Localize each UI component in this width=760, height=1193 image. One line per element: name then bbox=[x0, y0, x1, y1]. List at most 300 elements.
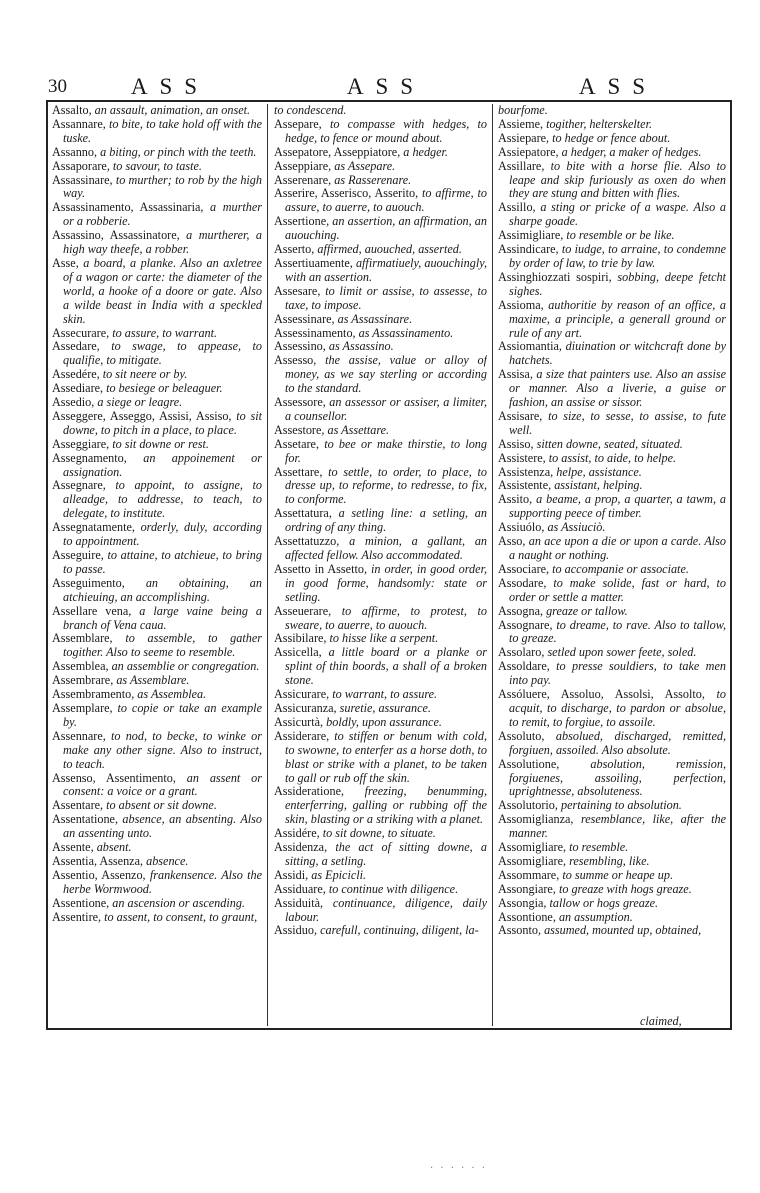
entry-definition: to summe or heape up. bbox=[562, 867, 673, 882]
entry-definition: affirmed, auouched, asserted. bbox=[317, 242, 462, 257]
column-divider-1 bbox=[267, 104, 268, 1026]
entry-headword: Assegnatamente, bbox=[52, 520, 141, 535]
entry-headword: Assenso, Assentimento, bbox=[52, 770, 187, 785]
dictionary-entry bbox=[498, 841, 726, 855]
entry-definition: an ace upon a die or upon a carde. Also a naught or nothing. bbox=[509, 534, 726, 562]
entry-definition: to make solide, fast or hard, to order or settle a matter. bbox=[509, 575, 726, 604]
column-2 bbox=[274, 104, 487, 1026]
entry-headword: Assellare vena, bbox=[52, 603, 140, 618]
dictionary-entry bbox=[274, 702, 487, 716]
dictionary-entry bbox=[498, 340, 726, 368]
entry-headword: Assommare, bbox=[498, 867, 563, 882]
dictionary-entry bbox=[52, 368, 262, 382]
dictionary-entry bbox=[498, 911, 726, 925]
entry-headword: Assetare, bbox=[274, 436, 325, 451]
column-divider-2 bbox=[492, 104, 493, 1026]
dictionary-entry bbox=[52, 813, 262, 841]
dictionary-entry bbox=[498, 563, 726, 577]
entry-definition: to presse souldiers, to take men into pay. bbox=[509, 659, 726, 688]
entry-definition: a setling line: a setling, an ordring of any thing. bbox=[285, 506, 487, 535]
entry-headword: Assente, bbox=[52, 840, 97, 855]
entry-headword: Assomigliare, bbox=[498, 840, 570, 855]
entry-definition: the act of sitting downe, a sitting, a setling. bbox=[285, 840, 487, 868]
entry-definition: resemblance, like, after the manner. bbox=[509, 812, 726, 841]
dictionary-entry bbox=[52, 577, 262, 605]
entry-definition: to size, to sesse, to assise, to fute well. bbox=[509, 408, 726, 437]
entry-headword: Assontione, bbox=[498, 909, 559, 924]
entry-definition: to attaine, to atchieue, to bring to passe. bbox=[63, 548, 262, 576]
entry-headword: Assertione, bbox=[274, 214, 333, 229]
entry-definition: a board, a planke. Also an axletree of a wagon or carte: the diameter of the world, a hooke of a doore or gate. Also a wilde beast in India with a speckled skin. bbox=[63, 255, 262, 326]
dictionary-entry bbox=[274, 924, 487, 938]
entry-definition: to acquit, to discharge, to pardon or absolue, to remit, to forgiue, to assoile. bbox=[509, 687, 726, 729]
dictionary-entry bbox=[274, 563, 487, 605]
dictionary-entry bbox=[274, 215, 487, 243]
entry-definition: as Assassinamento. bbox=[358, 325, 454, 340]
dictionary-entry bbox=[498, 118, 726, 132]
entry-definition: to copie or take an example by. bbox=[63, 700, 262, 729]
entry-headword: Assentio, Assenzo, bbox=[52, 867, 150, 882]
entry-headword: Assogna, bbox=[498, 603, 547, 618]
dictionary-entry bbox=[52, 688, 262, 702]
dictionary-entry bbox=[274, 424, 487, 438]
entry-definition: to absent or sit downe. bbox=[106, 798, 217, 813]
dictionary-entry bbox=[274, 535, 487, 563]
entry-definition: as Epicicli. bbox=[311, 867, 367, 882]
entry-definition: continuance, diligence, daily labour. bbox=[285, 895, 487, 924]
dictionary-entry bbox=[274, 243, 487, 257]
entry-headword: Assideratione, bbox=[274, 784, 365, 799]
dictionary-entry bbox=[498, 146, 726, 160]
dictionary-entry bbox=[498, 869, 726, 883]
dictionary-entry bbox=[498, 897, 726, 911]
dictionary-entry bbox=[498, 577, 726, 605]
entry-definition: to resemble. bbox=[569, 840, 629, 855]
bottom-rule bbox=[46, 1028, 732, 1030]
dictionary-entry bbox=[274, 466, 487, 508]
running-head-left: ASS bbox=[130, 74, 210, 99]
dictionary-entry bbox=[498, 452, 726, 466]
dictionary-entry bbox=[498, 813, 726, 841]
dictionary-entry bbox=[52, 174, 262, 202]
dictionary-entry bbox=[498, 730, 726, 758]
entry-definition: absent. bbox=[96, 840, 132, 855]
dictionary-entry bbox=[52, 201, 262, 229]
entry-definition: an assumption. bbox=[558, 909, 633, 924]
entry-definition: to bite, to take hold off with the tuske. bbox=[63, 116, 262, 145]
entry-definition: resembling, like. bbox=[569, 853, 650, 868]
entry-headword: Assessinare, bbox=[274, 311, 338, 326]
dictionary-entry bbox=[274, 396, 487, 424]
entry-headword: Assoluto, bbox=[498, 728, 556, 743]
entry-headword: Assesso, bbox=[274, 353, 326, 368]
entry-definition: to murther; to rob by the high way. bbox=[63, 172, 262, 201]
dictionary-entry bbox=[52, 605, 262, 633]
entry-headword: Assiomantia, bbox=[498, 339, 566, 354]
entry-headword: Assolutione, bbox=[498, 756, 591, 771]
entry-headword: Assegnare, bbox=[52, 478, 116, 493]
entry-definition: absence. bbox=[146, 853, 189, 868]
entry-headword: Assongiare, bbox=[498, 881, 559, 896]
dictionary-entry bbox=[52, 438, 262, 452]
dictionary-entry bbox=[52, 521, 262, 549]
entry-headword: Assongia, bbox=[498, 895, 550, 910]
dictionary-entry bbox=[52, 549, 262, 577]
entry-definition: greaze or tallow. bbox=[546, 603, 628, 618]
entry-definition: to sit neere or by. bbox=[102, 367, 188, 382]
entry-definition: to sit downe or rest. bbox=[112, 436, 209, 451]
entry-definition: sobbing, deepe fetcht sighes. bbox=[509, 269, 726, 298]
entry-headword: Assiepare, bbox=[498, 130, 553, 145]
entry-definition: an assertion, an affirmation, an auouching. bbox=[285, 214, 487, 243]
entry-definition: absence, an absenting. Also an assenting unto. bbox=[63, 812, 262, 841]
entry-headword: Asseguire, bbox=[52, 548, 108, 562]
entry-headword: Assassinamento, Assassinaria, bbox=[52, 200, 211, 215]
entry-headword: Assoldare, bbox=[498, 659, 557, 674]
dictionary-entry bbox=[498, 521, 726, 535]
dictionary-entry bbox=[52, 660, 262, 674]
entry-definition: to limit or assise, to assesse, to taxe, to impose. bbox=[285, 283, 487, 312]
dictionary-entry bbox=[274, 716, 487, 730]
entry-headword: Assistente, bbox=[498, 478, 555, 493]
entry-headword: Assomigliare, bbox=[498, 853, 570, 868]
dictionary-entry bbox=[274, 730, 487, 786]
entry-definition: absolution, remission, forgiuenes, assoiling, perfection, uprightnesse, absoluteness. bbox=[509, 756, 726, 799]
dictionary-entry bbox=[274, 438, 487, 466]
entry-definition: to affirme, to protest, to sweare, to auerre, to auouch. bbox=[285, 603, 487, 632]
entry-headword: Assicurtà, bbox=[274, 714, 327, 729]
entry-headword: Asseuerare, bbox=[274, 603, 342, 618]
dictionary-entry bbox=[52, 799, 262, 813]
right-frame-rule bbox=[730, 100, 732, 1028]
entry-definition: an assent or consent: a voice or a grant. bbox=[63, 770, 262, 799]
dictionary-entry bbox=[52, 257, 262, 327]
entry-definition: to dreame, to rave. Also to tallow, to greaze. bbox=[509, 617, 726, 646]
entry-definition: orderly, duly, according to appointment. bbox=[63, 520, 262, 549]
dictionary-entry bbox=[274, 118, 487, 146]
entry-headword: Assanno, bbox=[52, 144, 101, 159]
dictionary-entry bbox=[498, 299, 726, 341]
catchword: claimed, bbox=[640, 1014, 682, 1028]
entry-headword: Assolutorio, bbox=[498, 798, 561, 813]
entry-headword: Assepare, bbox=[274, 116, 330, 131]
entry-definition: to besiege or beleaguer. bbox=[106, 381, 223, 396]
dictionary-entry bbox=[274, 646, 487, 688]
entry-headword: Assindicare, bbox=[498, 242, 562, 257]
entry-definition: to bite with a horse flie. Also to leape and skip furiously as oxen do when they are stung and bitten with flies. bbox=[509, 158, 726, 201]
entry-definition: an appoinement or assignation. bbox=[63, 450, 262, 479]
entry-definition: an obtaining, an atchieuing, an accomplishing. bbox=[63, 575, 262, 604]
dictionary-entry bbox=[498, 660, 726, 688]
entry-definition: the assise, value or alloy of money, as we say sterling or according to the standard. bbox=[285, 353, 487, 396]
entry-definition: a little board or a planke or splint of thin boords, a shall of a broken stone. bbox=[285, 645, 487, 688]
entry-definition: to resemble or be like. bbox=[566, 228, 675, 243]
dictionary-entry bbox=[498, 243, 726, 271]
entry-definition: a hedger. bbox=[403, 144, 448, 159]
entry-headword: Asseggere, Asseggo, Assisi, Assiso, bbox=[52, 408, 237, 423]
entry-definition: as Assassinare. bbox=[337, 311, 413, 326]
dictionary-entry bbox=[274, 507, 487, 535]
dictionary-entry bbox=[274, 257, 487, 285]
entry-definition: to savour, to taste. bbox=[112, 158, 202, 173]
entry-headword: Assettare, bbox=[274, 464, 329, 479]
column-3 bbox=[498, 104, 726, 1026]
entry-definition: a hedger, a maker of hedges. bbox=[561, 144, 702, 159]
entry-headword: Asserire, Asserisco, Asserito, bbox=[274, 186, 423, 201]
entry-definition: a murtherer, a high way theefe, a robber. bbox=[63, 228, 262, 257]
dictionary-entry bbox=[498, 646, 726, 660]
entry-headword: Assiepatore, bbox=[498, 144, 562, 159]
entry-headword: Assediare, bbox=[52, 381, 107, 396]
entry-definition: in order, in good order, in good forme, handsomly: state or setling. bbox=[285, 561, 487, 604]
page-header bbox=[48, 74, 728, 100]
dictionary-entry bbox=[52, 229, 262, 257]
page-number: 30 bbox=[48, 76, 67, 97]
entry-definition: an assessor or assiser, a limiter, a counsellor. bbox=[285, 395, 487, 423]
entry-headword: Assentare, bbox=[52, 798, 107, 813]
dictionary-entry bbox=[274, 313, 487, 327]
entry-definition: to nod, to becke, to winke or make any other signe. Also to instruct, to teach. bbox=[63, 728, 262, 771]
entry-headword: Assognare, bbox=[498, 617, 557, 632]
entry-headword: Assedare, bbox=[52, 339, 112, 354]
dictionary-entry bbox=[498, 104, 726, 118]
entry-headword: Assaporare, bbox=[52, 158, 113, 173]
dictionary-entry bbox=[52, 911, 262, 925]
entry-definition: freezing, benumming, enterferring, galling or rubbing off the skin, blasting or a striking with a planet. bbox=[285, 784, 487, 827]
dictionary-entry bbox=[498, 438, 726, 452]
entry-headword: Assóluere, Assoluo, Assolsi, Assolto, bbox=[498, 687, 717, 702]
entry-headword: Assiduo, bbox=[274, 923, 321, 938]
dictionary-entry bbox=[274, 883, 487, 897]
entry-definition: affirmatiuely, auouchingly, with an assertion. bbox=[285, 255, 487, 284]
left-frame-rule bbox=[46, 100, 48, 1028]
entry-headword: Assesare, bbox=[274, 283, 326, 298]
entry-headword: Assicella, bbox=[274, 645, 329, 660]
entry-definition: to sit downe, to situate. bbox=[322, 826, 436, 841]
entry-definition: assumed, mounted up, obtained, bbox=[544, 923, 702, 938]
entry-definition: as Assepare. bbox=[334, 158, 396, 173]
entry-definition: as Assemblare. bbox=[116, 673, 190, 688]
dictionary-entry bbox=[498, 271, 726, 299]
entry-headword: Asse, bbox=[52, 255, 84, 270]
entry-headword: Asso, bbox=[498, 534, 529, 549]
entry-definition: to sit downe, to pitch in a place, to place. bbox=[63, 408, 262, 437]
dictionary-entry bbox=[498, 160, 726, 202]
entry-definition: to swage, to appease, to qualifie, to mitigate. bbox=[63, 339, 262, 368]
entry-headword: Assioma, bbox=[498, 297, 549, 312]
dictionary-entry bbox=[52, 772, 262, 800]
entry-headword: Asseppiare, bbox=[274, 158, 335, 173]
dictionary-entry bbox=[498, 855, 726, 869]
dictionary-entry bbox=[274, 354, 487, 396]
dictionary-entry bbox=[498, 688, 726, 730]
entry-headword: Assentia, Assenza, bbox=[52, 853, 147, 868]
dictionary-entry bbox=[52, 160, 262, 174]
entry-definition: a murther or a robberie. bbox=[63, 200, 262, 229]
entry-definition: sitten downe, seated, situated. bbox=[536, 436, 683, 451]
entry-headword: Assassino, Assassinatore, bbox=[52, 228, 187, 243]
dictionary-entry bbox=[274, 688, 487, 702]
dictionary-entry bbox=[274, 174, 487, 188]
dictionary-entry bbox=[52, 327, 262, 341]
entry-headword: Assepatore, Asseppiatore, bbox=[274, 144, 404, 159]
dictionary-entry bbox=[52, 841, 262, 855]
dictionary-entry bbox=[274, 187, 487, 215]
entry-definition: an ascension or ascending. bbox=[112, 895, 245, 910]
dictionary-entry bbox=[498, 466, 726, 480]
dictionary-entry bbox=[52, 382, 262, 396]
dictionary-entry bbox=[498, 535, 726, 563]
dictionary-entry bbox=[274, 104, 487, 118]
entry-definition: to greaze with hogs greaze. bbox=[558, 881, 692, 896]
entry-headword: Assegnamento, bbox=[52, 450, 144, 465]
entry-definition: boldly, upon assurance. bbox=[326, 714, 442, 729]
entry-headword: Asseguimento, bbox=[52, 575, 146, 590]
entry-definition: diuination or witchcraft done by hatchets. bbox=[509, 339, 726, 368]
dictionary-entry bbox=[274, 285, 487, 313]
dictionary-entry bbox=[52, 104, 262, 118]
dictionary-entry bbox=[274, 632, 487, 646]
entry-definition: as Assassino. bbox=[328, 339, 394, 354]
entry-definition: setled upon sower feete, soled. bbox=[547, 645, 697, 660]
entry-definition: to stiffen or benum with cold, to swowne, to enterfer as a horse doth, to blast or strike with a planet, to be taken to gall or rub off the skin. bbox=[285, 728, 487, 785]
entry-headword: Assidi, bbox=[274, 867, 312, 882]
entry-headword: Assonto, bbox=[498, 923, 545, 938]
entry-definition: to continue with diligence. bbox=[328, 881, 459, 896]
entry-headword: Assolaro, bbox=[498, 645, 548, 660]
dictionary-entry bbox=[274, 841, 487, 869]
dictionary-entry bbox=[52, 730, 262, 772]
dictionary-entry bbox=[52, 340, 262, 368]
entry-headword: Assistere, bbox=[498, 450, 549, 465]
entry-headword: Assembrare, bbox=[52, 673, 117, 688]
entry-headword: Assembramento, bbox=[52, 687, 138, 702]
entry-headword: Assomiglianza, bbox=[498, 812, 581, 827]
entry-definition: to settle, to order, to place, to dresse up, to reforme, to redresse, to fix, to conforme. bbox=[285, 464, 487, 507]
entry-headword: Assibilare, bbox=[274, 631, 330, 646]
entry-definition: helpe, assistance. bbox=[556, 464, 642, 479]
entry-definition: carefull, continuing, diligent, la- bbox=[320, 923, 479, 938]
entry-definition: assistant, helping. bbox=[554, 478, 643, 493]
dictionary-entry bbox=[52, 674, 262, 688]
entry-definition: togither, helterskelter. bbox=[546, 116, 653, 131]
entry-definition: to iudge, to arraine, to condemne by order of law, to trie by law. bbox=[509, 242, 726, 270]
entry-headword: Assicuranza, bbox=[274, 700, 340, 715]
entry-definition: as Assiuciò. bbox=[547, 520, 606, 535]
entry-headword: Assiso, bbox=[498, 436, 537, 451]
dictionary-entry bbox=[52, 410, 262, 438]
dictionary-entry bbox=[52, 869, 262, 897]
entry-definition: to bee or make thirstie, to long for. bbox=[285, 436, 487, 465]
entry-definition: authoritie by reason of an office, a maxime, a principle, a generall ground or rule of any art. bbox=[509, 297, 726, 340]
dictionary-entry bbox=[498, 924, 726, 938]
dictionary-entry bbox=[498, 883, 726, 897]
entry-definition: as Rasserenare. bbox=[334, 172, 412, 187]
entry-definition: an assemblie or congregation. bbox=[111, 659, 260, 674]
dictionary-entry bbox=[498, 410, 726, 438]
entry-headword: Asserenare, bbox=[274, 172, 335, 187]
dictionary-entry bbox=[274, 160, 487, 174]
entry-headword: Assedére, bbox=[52, 367, 103, 382]
entry-definition: to accompanie or associate. bbox=[552, 561, 689, 576]
dictionary-entry bbox=[274, 327, 487, 341]
entry-headword: Assillo, bbox=[498, 200, 541, 215]
entry-headword: Assentire, bbox=[52, 909, 105, 924]
top-rule bbox=[48, 100, 732, 102]
entry-headword: Assalto, bbox=[52, 104, 95, 117]
running-head-right: ASS bbox=[578, 74, 658, 99]
entry-headword: Assessinamento, bbox=[274, 325, 359, 340]
dictionary-entry bbox=[498, 799, 726, 813]
dictionary-entry bbox=[52, 479, 262, 521]
dictionary-entry bbox=[52, 396, 262, 410]
entry-headword: Asseggiare, bbox=[52, 436, 113, 451]
entry-headword: Assisare, bbox=[498, 408, 549, 423]
entry-headword: Assennare, bbox=[52, 728, 112, 743]
entry-headword: Associare, bbox=[498, 561, 553, 576]
entry-headword: Assidére, bbox=[274, 826, 323, 841]
dictionary-entry bbox=[52, 118, 262, 146]
entry-headword: Assemblea, bbox=[52, 659, 112, 674]
dictionary-entry bbox=[274, 605, 487, 633]
dictionary-entry bbox=[498, 605, 726, 619]
entry-headword: Assentione, bbox=[52, 895, 113, 910]
entry-definition: as Assemblea. bbox=[137, 687, 207, 702]
dictionary-entry bbox=[498, 493, 726, 521]
entry-definition: a size that painters use. Also an assise or manner. Also a liverie, a guise or fashion, an assise or sissor. bbox=[509, 367, 726, 410]
entry-definition: absolued, discharged, remitted, forgiuen, assoiled. Also absolute. bbox=[509, 728, 726, 757]
entry-definition: a biting, or pinch with the teeth. bbox=[100, 144, 257, 159]
entry-headword: Assessino, bbox=[274, 339, 329, 354]
entry-headword: Assinghiozzati sospiri, bbox=[498, 269, 618, 284]
entry-headword: Assemplare, bbox=[52, 700, 118, 715]
entry-definition: to compasse with hedges, to hedge, to fence or mound about. bbox=[285, 116, 487, 145]
entry-definition: to assure, to warrant. bbox=[112, 325, 218, 340]
entry-headword: Assistenza, bbox=[498, 464, 557, 479]
entry-headword: Asserto, bbox=[274, 242, 318, 257]
entry-headword: Assentatione, bbox=[52, 812, 123, 827]
entry-definition: to affirme, to assure, to auerre, to auouch. bbox=[285, 186, 487, 215]
dictionary-entry bbox=[274, 146, 487, 160]
entry-headword: Assemblare, bbox=[52, 631, 126, 646]
entry-definition: a sting or pricke of a waspe. Also a sharpe goade. bbox=[509, 200, 726, 229]
entry-definition: a siege or leagre. bbox=[97, 395, 183, 410]
entry-headword: Assisa, bbox=[498, 367, 537, 382]
entry-definition: to warrant, to assure. bbox=[332, 687, 438, 702]
dictionary-entry bbox=[498, 229, 726, 243]
entry-headword: Assillare, bbox=[498, 158, 551, 173]
dictionary-entry bbox=[52, 632, 262, 660]
entry-headword: Assettatuzzo, bbox=[274, 534, 350, 549]
column-1 bbox=[52, 104, 262, 1026]
entry-headword: Assertiuamente, bbox=[274, 255, 356, 270]
entry-headword: Assicurare, bbox=[274, 687, 333, 702]
dictionary-entry bbox=[52, 452, 262, 480]
entry-definition: to hisse like a serpent. bbox=[329, 631, 439, 646]
entry-definition: to assemble, to gather togither. Also to seeme to resemble. bbox=[63, 631, 262, 660]
entry-headword: Assassinare, bbox=[52, 172, 116, 187]
dictionary-entry bbox=[52, 897, 262, 911]
entry-headword: Assedio, bbox=[52, 395, 98, 410]
dictionary-entry bbox=[274, 785, 487, 827]
dictionary-entry bbox=[498, 201, 726, 229]
entry-headword: Assettatura, bbox=[274, 506, 339, 521]
entry-headword: Assiuólo, bbox=[498, 520, 548, 535]
dictionary-entry bbox=[274, 340, 487, 354]
entry-headword: Assieme, bbox=[498, 116, 547, 131]
entry-headword: Assessore, bbox=[274, 395, 330, 410]
dictionary-entry bbox=[52, 702, 262, 730]
